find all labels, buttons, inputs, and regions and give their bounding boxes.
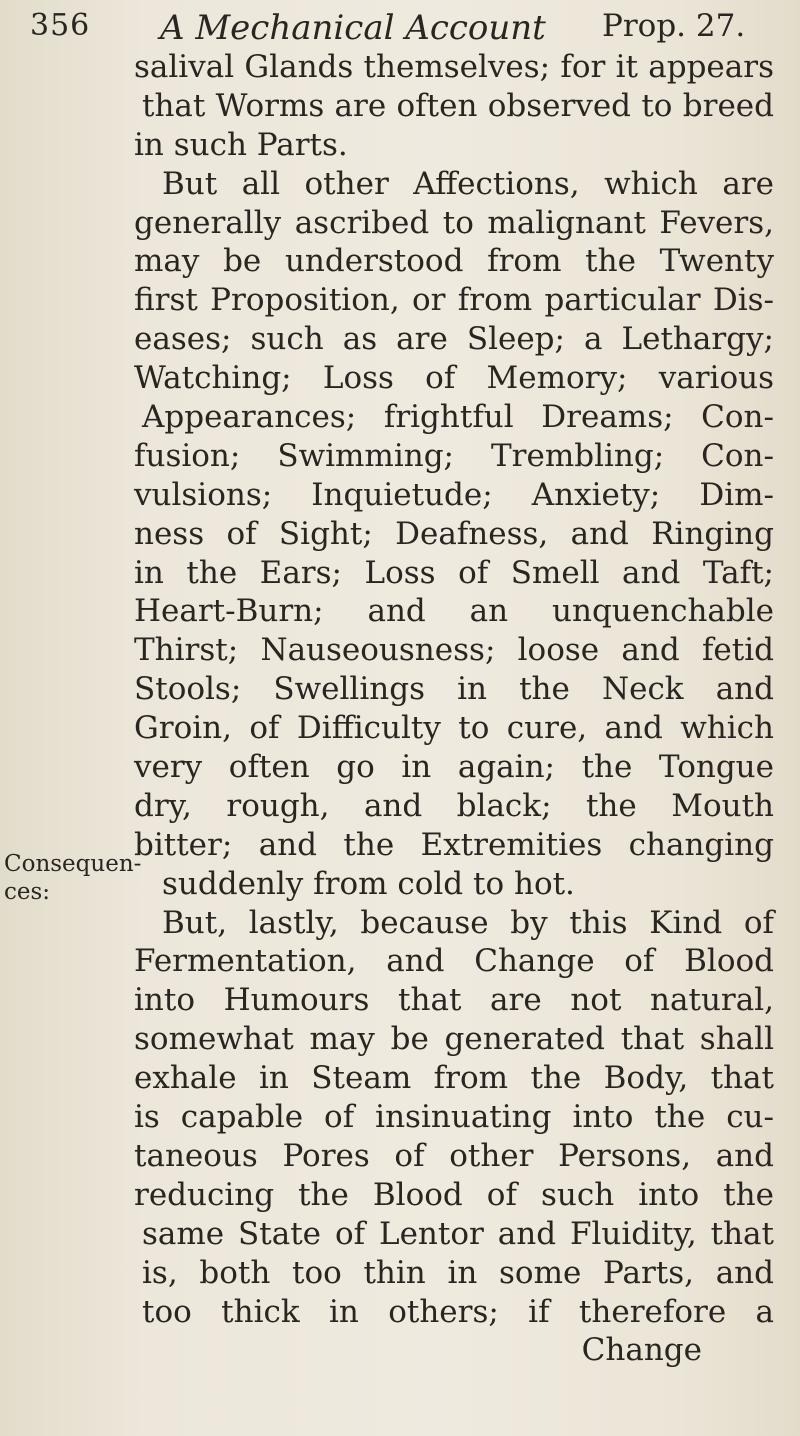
margin-note-line: ces: [4, 879, 51, 905]
text-line: taneous Pores of other Persons, and [134, 1137, 774, 1174]
text-line: exhale in Steam from the Body, that [134, 1060, 774, 1097]
text-line: Thirst; Nauseousness; loose and fetid [134, 632, 774, 669]
text-line: Watching; Loss of Memory; various [134, 360, 774, 397]
text-line: eases; such as are Sleep; a Lethargy; [134, 321, 774, 358]
text-line: salival Glands themselves; for it appears [134, 49, 774, 85]
text-line: same State of Lentor and Fluidity, that [142, 1215, 774, 1252]
text-line: Stools; Swellings in the Neck and [134, 671, 774, 708]
text-line: Fermentation, and Change of Blood [134, 943, 774, 980]
body-text [134, 48, 774, 1370]
catchword: Change [581, 1332, 702, 1369]
text-line: But, lastly, because by this Kind of [162, 904, 774, 941]
text-line: fusion; Swimming; Trembling; Con- [134, 437, 774, 474]
page-number: 356 [30, 8, 91, 43]
text-line: Heart-Burn; and an unquenchable [134, 593, 774, 630]
text-line: reducing the Blood of such into the [134, 1176, 774, 1213]
text-line: in such Parts. [134, 126, 348, 163]
proposition-number: Prop. 27. [602, 8, 746, 44]
text-line: suddenly from cold to hot. [162, 865, 575, 902]
running-head-title: A Mechanical Account [160, 8, 546, 48]
text-line: bitter; and the Extremities changing [134, 826, 774, 863]
text-line: ness of Sight; Deafness, and Ringing [134, 515, 774, 552]
text-line: very often go in again; the Tongue [134, 749, 774, 786]
text-line: may be understood from the Twenty [134, 243, 774, 280]
text-line: too thick in others; if therefore a [142, 1293, 774, 1330]
text-line: But all other Affections, which are [162, 165, 774, 202]
text-line: Appearances; frightful Dreams; Con- [142, 399, 774, 436]
text-line: dry, rough, and black; the Mouth [134, 787, 774, 824]
text-line: somewhat may be generated that shall [134, 1021, 774, 1058]
text-line: vulsions; Inquietude; Anxiety; Dim- [134, 476, 774, 513]
text-line: is, both too thin in some Parts, and [142, 1254, 774, 1291]
text-line: first Proposition, or from particular Dis- [134, 282, 774, 319]
text-line: generally ascribed to malignant Fevers, [134, 204, 774, 241]
margin-note [4, 850, 141, 906]
text-line: Groin, of Difficulty to cure, and which [134, 710, 774, 747]
text-line: into Humours that are not natural, [134, 982, 774, 1019]
text-line: in the Ears; Loss of Smell and Taft; [134, 554, 774, 591]
text-line: that Worms are often observed to breed [142, 87, 774, 124]
margin-note-line: Consequen- [4, 851, 142, 877]
text-line: is capable of insinuating into the cu- [134, 1099, 774, 1136]
